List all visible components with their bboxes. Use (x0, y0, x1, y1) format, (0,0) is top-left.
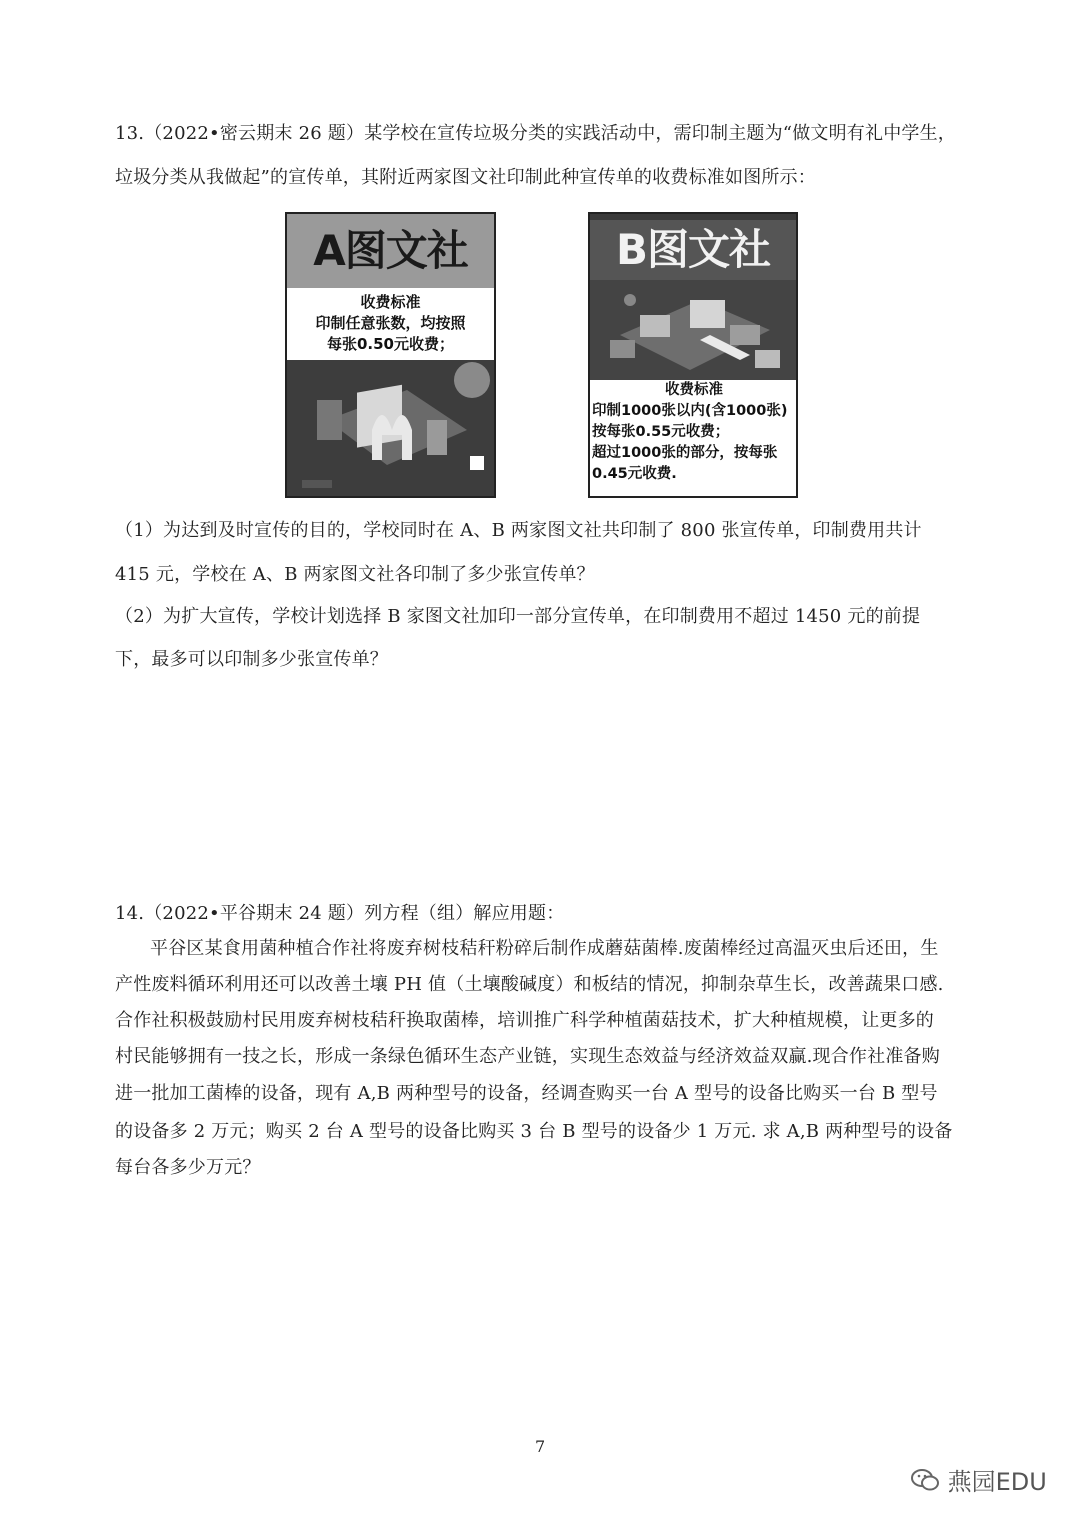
poster-b-text-4: 0.45元收费. (592, 466, 677, 482)
q13-part1-line-1: （1）为达到及时宣传的目的，学校同时在 A、B 两家图文社共印制了 800 张宣传单，印制费用共计 (115, 520, 922, 541)
poster-a (285, 212, 496, 498)
watermark-text: 燕园EDU (947, 1468, 1047, 1496)
watermark (910, 1462, 1047, 1497)
poster-a-text-2: 每张0.50元收费； (326, 335, 454, 353)
q13-part2-line-2: 下，最多可以印制多少张宣传单？ (115, 649, 388, 670)
q14-line-6: 进一批加工菌棒的设备，现有 A,B 两种型号的设备，经调查购买一台 A 型号的设备比购买一台 B 型号 (115, 1083, 938, 1104)
q13-line-1: 13.（2022•密云期末 26 题）某学校在宣传垃圾分类的实践活动中，需印制主题为“做文明有礼中学生， (115, 123, 956, 144)
poster-b-text-3: 超过1000张的部分，按每张 (592, 445, 778, 461)
q13-line-2: 垃圾分类从我做起”的宣传单，其附近两家图文社印制此种宣传单的收费标准如图所示： (115, 167, 816, 188)
q14-line-8: 每台各多少万元？ (115, 1157, 261, 1178)
poster-b-title: B图文社 (590, 220, 796, 280)
q13-part1-line-2: 415 元，学校在 A、B 两家图文社各印制了多少张宣传单？ (115, 564, 595, 585)
q14-line-2: 平谷区某食用菌种植合作社将废弃树枝秸秆粉碎后制作成蘑菇菌棒.废菌棒经过高温灭虫后还田，生 (150, 938, 939, 959)
poster-a-title: A图文社 (287, 214, 494, 288)
q14-line-7: 的设备多 2 万元；购买 2 台 A 型号的设备比购买 3 台 B 型号的设备少 1 万元. 求 A,B 两种型号的设备 (115, 1121, 953, 1142)
poster-b (588, 212, 798, 498)
poster-b-text-1: 印制1000张以内(含1000张) (592, 403, 788, 419)
poster-a-heading: 收费标准 (360, 293, 421, 311)
page-number: 7 (535, 1437, 546, 1456)
q14-line-1: 14.（2022•平谷期末 24 题）列方程（组）解应用题： (115, 903, 565, 924)
wechat-icon (910, 1467, 940, 1493)
poster-a-illustration (287, 360, 494, 496)
q14-line-5: 村民能够拥有一技之长，形成一条绿色循环生态产业链，实现生态效益与经济效益双赢.现合作社准备购 (115, 1046, 940, 1067)
poster-b-illustration (590, 280, 796, 380)
poster-a-text-1: 印制任意张数，均按照 (315, 314, 466, 332)
poster-b-pricing (590, 380, 796, 496)
q14-line-4: 合作社积极鼓励村民用废弃树枝秸秆换取菌棒，培训推广科学种植菌菇技术，扩大种植规模，让更多的 (115, 1010, 934, 1031)
q14-line-3: 产性废料循环利用还可以改善土壤 PH 值（土壤酸碱度）和板结的情况，抑制杂草生长，改善蔬果口感. (115, 974, 944, 995)
q13-part2-line-1: （2）为扩大宣传，学校计划选择 B 家图文社加印一部分宣传单，在印制费用不超过 1450 元的前提 (115, 606, 921, 627)
poster-a-pricing (287, 288, 494, 362)
poster-b-text-2: 按每张0.55元收费； (592, 424, 730, 440)
poster-b-heading: 收费标准 (665, 382, 723, 398)
